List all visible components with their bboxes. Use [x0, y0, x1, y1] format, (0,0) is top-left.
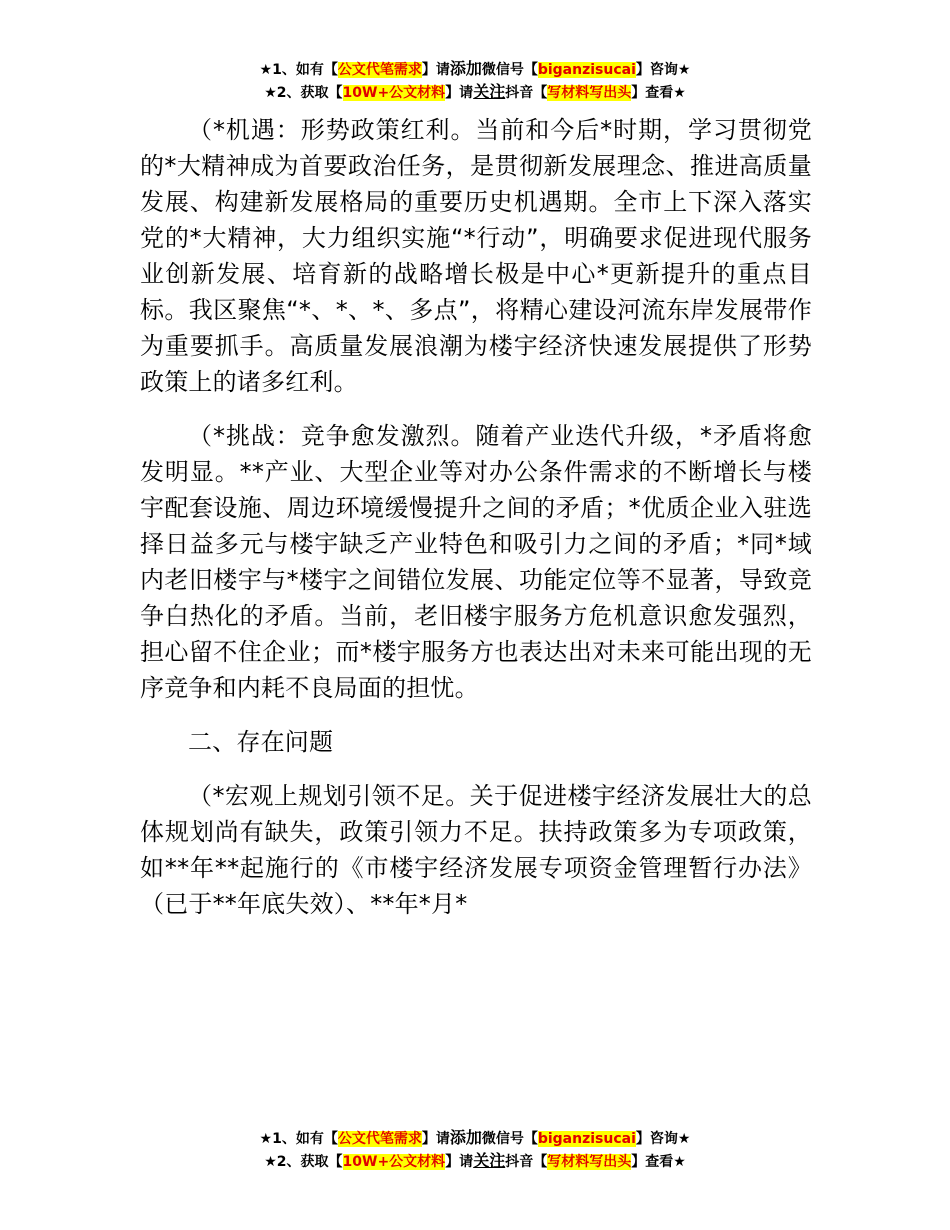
footer-banner — [0, 1127, 950, 1173]
banner-text: 】请 — [421, 1131, 450, 1147]
banner-emphasis: 关注 — [473, 1151, 506, 1170]
star-icon: ★ — [673, 85, 686, 101]
banner-text: 抖音【 — [505, 85, 548, 101]
paragraph-planning: （*宏观上规划引领不足。关于促进楼宇经济发展壮大的总体规划尚有缺失，政策引领力不足。扶持政策多为专项政策，如**年**起施行的《市楼宇经济发展专项资金管理暂行办法》（已于**年底失效）、**年*月* — [140, 782, 812, 918]
banner-text: 抖音【 — [505, 1154, 548, 1170]
banner-text: 2、获取【 — [276, 1154, 343, 1170]
banner-text: 】咨询 — [635, 62, 678, 78]
banner-line-2 — [0, 81, 950, 104]
banner-line-1 — [0, 1127, 950, 1150]
banner-emphasis: 添加 — [449, 59, 482, 78]
highlight-materials: 10W+公文材料 — [342, 1154, 446, 1170]
banner-text: 1、如有【 — [272, 1131, 338, 1147]
highlight-wechat-id: biganzisucai — [537, 1131, 636, 1147]
document-body — [140, 112, 812, 940]
highlight-douyin-account: 写材料写出头 — [547, 1154, 632, 1170]
paragraph-opportunity: （*机遇：形势政策红利。当前和今后*时期，学习贯彻党的*大精神成为首要政治任务，是贯彻新发展理念、推进高质量发展、构建新发展格局的重要历史机遇期。全市上下深入落实党的*大精神，大力组织实施“*行动”，明确要求促进现代服务业创新发展、培育新的战略增长极是中心*更新提升的重点目标。我区聚焦“*、*、*、多点”，将精心建设河流东岸发展带作为重要抓手。高质量发展浪潮为楼宇经济快速发展提供了形势政策上的诸多红利。 — [140, 116, 812, 396]
banner-emphasis: 关注 — [473, 82, 506, 101]
highlight-ghostwriting: 公文代笔需求 — [337, 1131, 422, 1147]
highlight-materials: 10W+公文材料 — [342, 85, 446, 101]
banner-text: 】咨询 — [635, 1131, 678, 1147]
banner-text: 】查看 — [631, 1154, 674, 1170]
banner-text: 微信号【 — [481, 62, 538, 78]
header-banner — [0, 58, 950, 104]
banner-text: 】请 — [421, 62, 450, 78]
star-icon: ★ — [677, 62, 691, 78]
banner-line-1 — [0, 58, 950, 81]
banner-line-2 — [0, 1150, 950, 1173]
banner-text: 2、获取【 — [276, 85, 343, 101]
banner-text: 1、如有【 — [272, 62, 338, 78]
highlight-douyin-account: 写材料写出头 — [547, 85, 632, 101]
star-icon: ★ — [264, 85, 277, 101]
banner-text: 】查看 — [631, 85, 674, 101]
banner-text: 】请 — [445, 1154, 474, 1170]
star-icon: ★ — [259, 1131, 273, 1147]
banner-text: 】请 — [445, 85, 474, 101]
star-icon: ★ — [264, 1154, 277, 1170]
highlight-ghostwriting: 公文代笔需求 — [337, 62, 422, 78]
highlight-wechat-id: biganzisucai — [537, 62, 636, 78]
banner-text: 微信号【 — [481, 1131, 538, 1147]
paragraph-challenge: （*挑战：竞争愈发激烈。随着产业迭代升级，*矛盾将愈发明显。**产业、大型企业等对办公条件需求的不断增长与楼宇配套设施、周边环境缓慢提升之间的矛盾；*优质企业入驻选择日益多元与楼宇缺乏产业特色和吸引力之间的矛盾；*同*域内老旧楼宇与*楼宇之间错位发展、功能定位等不显著，导致竞争白热化的矛盾。当前，老旧楼宇服务方危机意识愈发强烈，担心留不住企业；而*楼宇服务方也表达出对未来可能出现的无序竞争和内耗不良局面的担忧。 — [140, 422, 812, 702]
section-heading: 二、存在问题 — [188, 728, 334, 756]
star-icon: ★ — [673, 1154, 686, 1170]
banner-emphasis: 添加 — [449, 1128, 482, 1147]
star-icon: ★ — [677, 1131, 691, 1147]
star-icon: ★ — [259, 62, 273, 78]
